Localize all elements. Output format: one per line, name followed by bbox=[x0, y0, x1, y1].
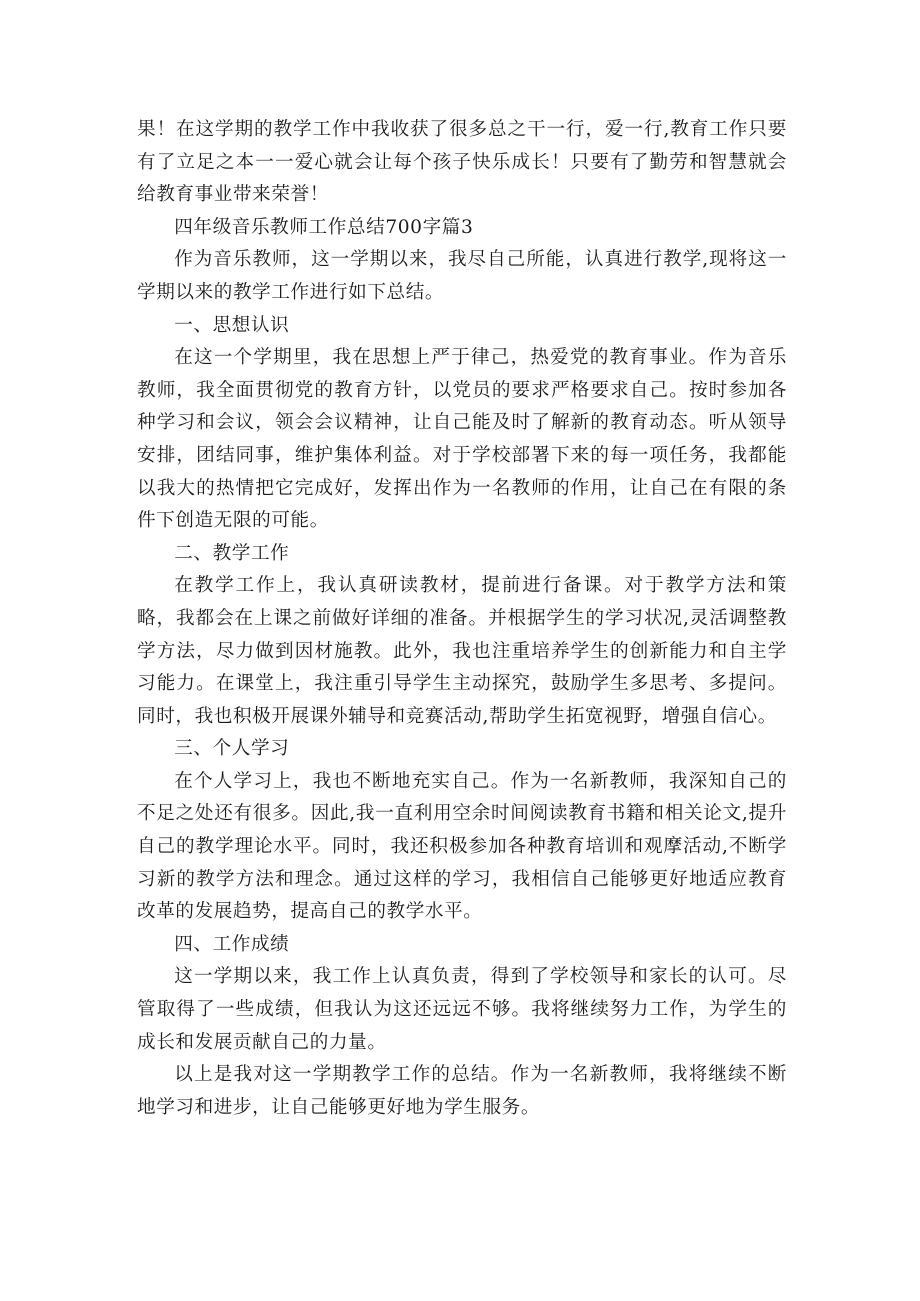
heading-achievements: 四、工作成绩 bbox=[174, 933, 290, 955]
paragraph-achievements: 这一学期以来，我工作上认真负责，得到了学校领导和家长的认可。尽管取得了一些成绩，但我认为这还远远不够。我将继续努力工作，为学生的成长和发展贡献自己的力量。 bbox=[137, 966, 787, 1053]
document-page bbox=[137, 114, 787, 1124]
paragraph-conclusion: 以上是我对这一学期教学工作的总结。作为一名新教师，我将继续不断地学习和进步，让自己能够更好地为学生服务。 bbox=[137, 1064, 787, 1118]
paragraph-ideology: 在这一个学期里，我在思想上严于律己，热爱党的教育事业。作为音乐教师，我全面贯彻党的教育方针，以党员的要求严格要求自己。按时参加各种学习和会议，领会会议精神，让自己能及时了解新的教育动态。听从领导安排，团结同事，维护集体利益。对于学校部署下来的每一项任务，我都能以我大的热情把它完成好，发挥出作为一名教师的作用，让自己在有限的条件下创造无限的可能。 bbox=[137, 347, 787, 532]
paragraph-personal-study: 在个人学习上，我也不断地充实自己。作为一名新教师，我深知自己的不足之处还有很多。因此,我一直利用空余时间阅读教育书籍和相关论文,提升自己的教学理论水平。同时，我还积极参加各种教育培训和观摩活动,不断学习新的教学方法和理念。通过这样的学习，我相信自己能够更好地适应教育改革的发展趋势，提高自己的教学水平。 bbox=[137, 770, 787, 923]
heading-personal-study: 三、个人学习 bbox=[174, 738, 290, 760]
paragraph-teaching: 在教学工作上，我认真研读教材，提前进行备课。对于教学方法和策略，我都会在上课之前做好详细的准备。并根据学生的学习状况,灵活调整教学方法，尽力做到因材施教。此外，我也注重培养学生的创新能力和自主学习能力。在课堂上，我注重引导学生主动探究，鼓励学生多思考、多提问。同时，我也积极开展课外辅导和竞赛活动,帮助学生拓宽视野，增强自信心。 bbox=[137, 575, 787, 727]
paragraph-intro: 作为音乐教师，这一学期以来，我尽自己所能，认真进行教学,现将这一学期以来的教学工作进行如下总结。 bbox=[137, 249, 787, 303]
heading-teaching: 二、教学工作 bbox=[174, 542, 290, 564]
heading-ideology: 一、思想认识 bbox=[174, 314, 290, 336]
paragraph-closing-previous: 果！在这学期的教学工作中我收获了很多总之干一行，爱一行,教育工作只要有了立足之本一一爱心就会让每个孩子快乐成长！只要有了勤劳和智慧就会给教育事业带来荣誉！ bbox=[137, 119, 787, 206]
section-title: 四年级音乐教师工作总结700字篇3 bbox=[174, 216, 474, 238]
